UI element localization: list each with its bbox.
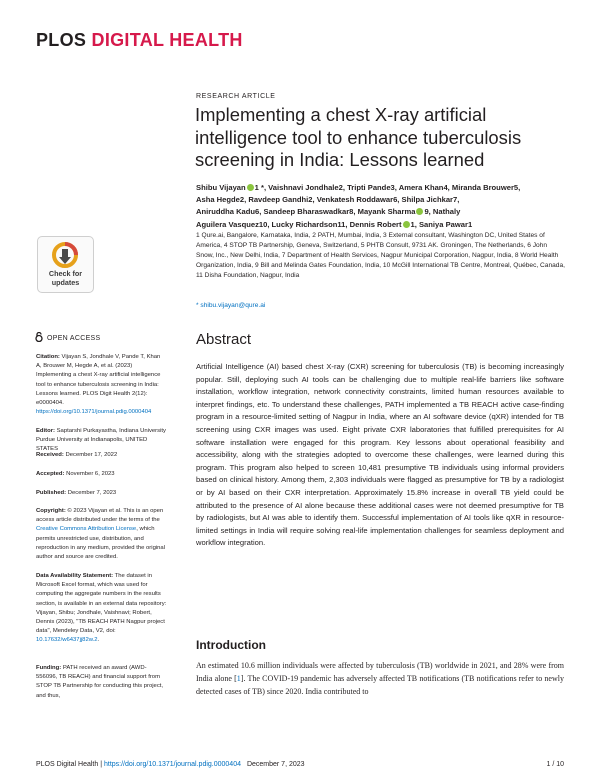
data-availability-block: Data Availability Statement: The dataset in Microsoft Excel format, which was used for computing the aggregate numbers in the results section, is available in an external data repository: Vijayan, Shibu; Jondhale, Vaishnavi; Robert, Dennis (2023), "TB REACH PATH Nagpur project data", Mendeley Data, V2, doi: 10.17632/w6437jj82w.2. [36,573,167,644]
license-link[interactable]: Creative Commons Attribution License [36,526,137,533]
editor-block: Editor: Saptarshi Purkayastha, Indiana University Purdue University at Indianapolis, UNITED STATES [36,428,166,453]
footer-doi-link[interactable]: https://doi.org/10.1371/journal.pdig.0000404 [103,761,241,768]
page-number: 1 / 10 [546,761,564,768]
article-title: Implementing a chest X-ray artificial intelligence tool to enhance tuberculosis screening in India: Lessons learned [195,104,522,170]
page-footer: PLOS Digital Health | https://doi.org/10.1371/journal.pdig.0000404 December 7, 2023 [36,761,305,768]
accepted-date: Accepted: November 6, 2023 [36,471,115,477]
author-line: Aguilera Vasquez10, Lucky Richardson11, Dennis Robert [196,219,402,229]
abstract-heading: Abstract [196,331,252,348]
author-line: 1, Saniya Pawar1 [410,219,473,229]
journal-name-digital-health: DIGITAL HEALTH [91,30,243,50]
journal-name-plos: PLOS [36,30,87,50]
author-line: Aniruddha Kadu6, Sandeep Bharaswadkar8, Mayank Sharma [196,207,416,217]
citation-block: Citation: Vijayan S, Jondhale V, Pande T, Khan A, Brouwer M, Hegde A, et al. (2023) Implementing a chest X-ray artificial intelligence tool to enhance tuberculosis screening in India: Lessons learned. PLOS Digit Health 2(12): e0000404. https://doi.org/10.1371/journal.pdig.0000404 [36,354,161,416]
orcid-icon[interactable] [403,221,410,228]
introduction-heading: Introduction [196,638,266,652]
open-access-label: OPEN ACCESS [34,332,100,342]
footer-date: December 7, 2023 [246,761,305,768]
introduction-text: An estimated 10.6 million individuals were affected by tuberculosis (TB) worldwide in 2021, and 28% were from India alone [1]. The COVID-19 pandemic has adversely affected TB notifications (TB notifications refer to newly detected cases of TB) since 2020. India contributed to [196,661,564,696]
author-line: 1 *, Vaishnavi Jondhale2, Tripti Pande3, Amera Khan4, Miranda Brouwer5, [254,183,521,192]
author-list [196,182,566,231]
update-icon [51,241,79,269]
check-for-updates-label: Check for updates [48,269,83,287]
copyright-block: Copyright: © 2023 Vijayan et al. This is an open access article distributed under the terms of the Creative Commons Attribution License, which permits unrestricted use, distribution, and reproduction in any medium, provided the original author and source are credited. [36,508,166,561]
orcid-icon[interactable] [416,208,423,215]
abstract-text: Artificial Intelligence (AI) based chest X-ray (CXR) screening for tuberculosis (TB) is becoming increasingly popular. Still, deploying such AI tools can be challenging due to multiple real-life barriers like software installation, workflow integration, network connectivity constraints, limited human resources available to interpret findings, etc. To understand these challenges, PATH implemented a TB REACH active case-finding program in a resource-limited setting of Nagpur in India, where an AI software device (qXR) intended for TB screening using CXR images was used. Eight private CXR laboratories that fulfilled prerequisites for AI software installation were engaged for this program. Key lessons about operational feasibility and accessibility, along with the strategies adopted to overcome these challenges, were learned during this program. This program also helped to screen 10,481 presumptive TB individuals using informal providers based on clinical history. Among them, 2,303 individuals were flagged as presumptive for TB by a radiologist or by AI based on their CXR interpretation. Approximately 15.8% increase in overall TB yield could be attributed to the presence of AI alone because these additional cases were not deemed presumptive for TB by radiologists, but AI was able to identify them. Successful implementation of AI tools like qXR in resource-limited settings in India will require solving real-life implementation challenges for seamless deployment and workflow integration. [196,362,564,548]
author-name: Shibu Vijayan [196,183,246,192]
author-line: 9, Nathaly [424,207,461,217]
citation-doi-link[interactable]: https://doi.org/10.1371/journal.pdig.0000404 [36,409,152,416]
footer-journal: PLOS Digital Health [36,761,99,768]
check-for-updates-badge[interactable] [37,236,94,293]
open-access-lock-icon [34,332,44,342]
article-type: RESEARCH ARTICLE [196,93,276,100]
author-line: Asha Hegde2, Ravdeep Gandhi2, Venkatesh Roddawar6, Shilpa Jichkar7, [196,195,460,205]
orcid-icon[interactable] [247,184,254,191]
corresponding-email[interactable]: * shibu.vijayan@qure.ai [196,302,266,309]
affiliations: 1 Qure.ai, Bangalore, Karnataka, India, 2 PATH, Mumbai, India, 3 External consultant, Washington DC, United States of America, 4 STOP TB Partnership, Geneva, Switzerland, 5 PHTB Consult, 9731 AK. Groningen, The Netherlands, 6 John Snow, Inc., New Delhi, India, 7 Department of Health Services, Nagpur Municipal Corporation, Nagpur, India, 8 World Health Organization, India, 9 Bill and Melinda Gates Foundation, India, 10 McGill International TB Centre, Montreal, Québec, Canada, 11 Disha Foundation, Nagpur, India [196,232,565,279]
funding-block: Funding: PATH received an award (AWD-556096, TB REACH) and financial support from STOP TB Partnership for conducting this project, and thus, [36,665,164,699]
data-doi-link[interactable]: 10.17632/w6437jj82w.2 [36,637,98,644]
journal-header [36,30,243,51]
published-date: Published: December 7, 2023 [36,490,117,496]
received-date: Received: December 17, 2022 [36,452,118,458]
reference-link[interactable]: 1 [236,674,241,683]
